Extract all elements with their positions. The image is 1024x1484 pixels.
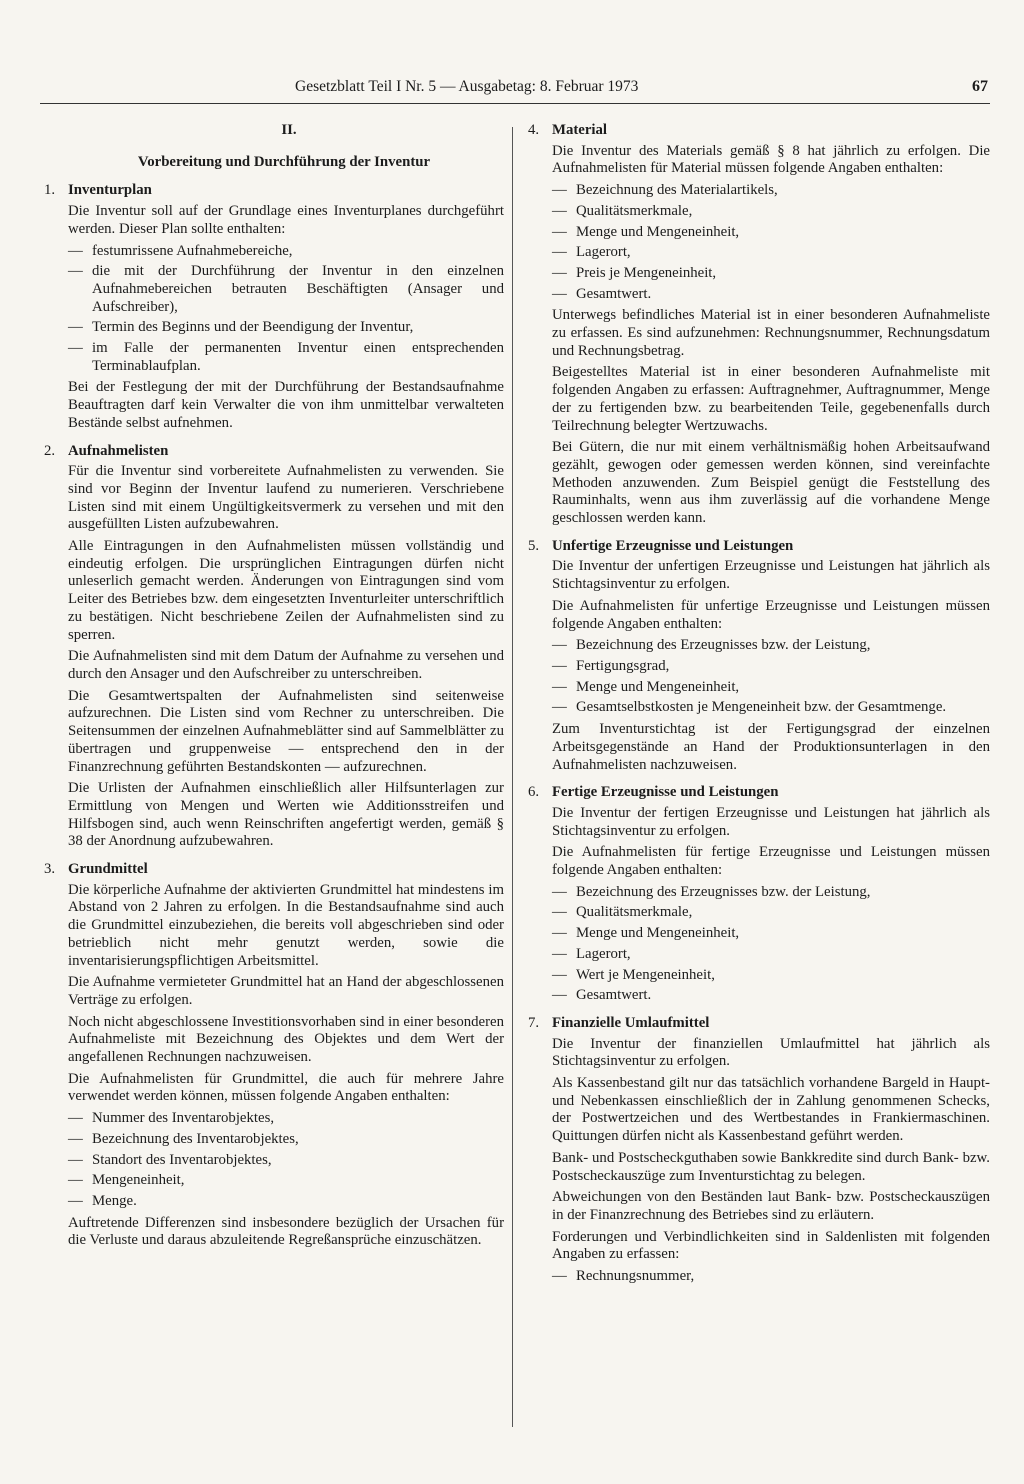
list-item: — Preis je Mengeneinheit, <box>552 265 990 283</box>
paragraph: Die Aufnahme vermieteter Grundmittel hat an Hand der abgeschlossenen Verträge zu erfolgen. <box>68 974 504 1008</box>
list-item: — Bezeichnung des Inventarobjektes, <box>68 1131 504 1149</box>
section-body <box>528 805 990 1005</box>
section-heading <box>44 182 504 200</box>
list-item: — Bezeichnung des Materialartikels, <box>552 182 990 200</box>
list-item: — Wert je Mengeneinheit, <box>552 967 990 985</box>
list-item: — Qualitätsmerkmale, <box>552 203 990 221</box>
paragraph: Forderungen und Verbindlichkeiten sind in Saldenlisten mit folgenden Angaben zu erfassen: <box>552 1228 990 1263</box>
list-item: — Termin des Beginns und der Beendigung der Inventur, <box>68 319 504 337</box>
paragraph: Auftretende Differenzen sind insbesondere bezüglich der Ursachen für die Verluste und daraus abzuleitende Regreßansprüche einzuschätzen. <box>68 1214 504 1249</box>
list-item: — Menge und Mengeneinheit, <box>552 224 990 242</box>
list-item: — Standort des Inventarobjektes, <box>68 1152 504 1170</box>
section-heading <box>528 784 990 802</box>
list-item: — Bezeichnung des Erzeugnisses bzw. der Leistung, <box>552 637 990 655</box>
list-item: — Lagerort, <box>552 244 990 262</box>
left-column <box>44 122 504 1260</box>
paragraph: Die Aufnahmelisten für fertige Erzeugnisse und Leistungen müssen folgende Angaben enthalten: <box>552 844 990 879</box>
paragraph: Beigestelltes Material ist in einer besonderen Aufnahmeliste mit folgenden Angaben zu erfassen: Auftragnehmer, Auftragnummer, Menge der zu fertigenden bzw. zu bearbeitenden Teile, gegebenenfalls durch Teilrechnung belegter Wertzuwachs. <box>552 364 990 434</box>
section-number: 5. <box>528 537 540 554</box>
paragraph: Bank- und Postscheckguthaben sowie Bankkredite sind durch Bank- bzw. Postscheckauszüge zum Inventurstichtag zu belegen. <box>552 1149 990 1184</box>
section-title: Finanzielle Umlaufmittel <box>552 1014 710 1031</box>
paragraph: Die Urlisten der Aufnahmen einschließlich aller Hilfsunterlagen zur Ermittlung von Mengen und Werten wie Additionsstreifen und Hilfsbogen sind, auch wenn Reinschriften angefertigt werden, gemäß § 38 der Anordnung aufzubewahren. <box>68 780 504 850</box>
paragraph: Die Gesamtwertspalten der Aufnahmelisten sind seitenweise aufzurechnen. Die Listen sind vom Rechner zu unterschreiben. Die Seitensummen der einzelnen Aufnahmeblätter sind auf Sammelblätter zu übertragen und gruppenweise — entsprechend den in der Finanzrechnung geführten Bestandskonten — aufzurechnen. <box>68 687 504 775</box>
section-heading <box>528 538 990 556</box>
section-heading <box>44 443 504 461</box>
list-item: — Qualitätsmerkmale, <box>552 904 990 922</box>
paragraph: Die Aufnahmelisten sind mit dem Datum der Aufnahme zu versehen und durch den Ansager und den Aufschreiber zu unterschreiben. <box>68 648 504 682</box>
section <box>528 1015 990 1286</box>
section <box>44 182 504 432</box>
section-title: Aufnahmelisten <box>68 442 169 459</box>
section-heading <box>528 122 990 140</box>
list-item: — Gesamtselbstkosten je Mengeneinheit bzw. der Gesamtmenge. <box>552 699 990 717</box>
paragraph: Die körperliche Aufnahme der aktivierten Grundmittel hat mindestens im Abstand von 2 Jahren zu erfolgen. In die Bestandsaufnahme sind auch die Grundmittel einzubeziehen, die bereits voll abgeschrieben sind oder betrieblich nicht mehr genutzt werden, sowie die inventarisierungspflichtigen Arbeitsmittel. <box>68 881 504 969</box>
header-rule <box>40 103 990 104</box>
paragraph: Bei Gütern, die nur mit einem verhältnismäßig hohen Arbeitsaufwand gezählt, gewogen oder gemessen werden können, sind vereinfachte Methoden anzuwenden. Zum Beispiel genügt die Feststellung des Rauminhalts, wenn aus ihm zuverlässig auf die vorhandene Menge geschlossen werden kann. <box>552 439 990 527</box>
paragraph: Abweichungen von den Beständen laut Bank- bzw. Postscheckauszügen in der Finanzrechnung des Betriebes sind zu erläutern. <box>552 1189 990 1223</box>
list-item: — Bezeichnung des Erzeugnisses bzw. der Leistung, <box>552 884 990 902</box>
part-number: II. <box>281 122 297 138</box>
list-item: — Menge und Mengeneinheit, <box>552 679 990 697</box>
paragraph: Die Inventur der unfertigen Erzeugnisse und Leistungen hat jährlich als Stichtagsinventur zu erfolgen. <box>552 558 990 593</box>
section-heading <box>44 861 504 879</box>
paragraph: Die Inventur der fertigen Erzeugnisse und Leistungen hat jährlich als Stichtagsinventur zu erfolgen. <box>552 804 990 839</box>
list-item: — Lagerort, <box>552 946 990 964</box>
list-item: — im Falle der permanenten Inventur einen entsprechenden Terminablaufplan. <box>68 340 504 375</box>
section-number: 7. <box>528 1014 540 1031</box>
list-item: — Nummer des Inventarobjektes, <box>68 1110 504 1128</box>
paragraph: Noch nicht abgeschlossene Investitionsvorhaben sind in einer besonderen Aufnahmeliste mit Bezeichnung des Objektes und dem Wert der angefallenen Rechnungen nachzuweisen. <box>68 1013 504 1066</box>
dash-list <box>552 1268 990 1286</box>
section <box>44 443 504 851</box>
section-number: 3. <box>44 861 56 878</box>
section-body <box>44 203 504 432</box>
section-title: Unfertige Erzeugnisse und Leistungen <box>552 537 794 554</box>
page-header <box>48 78 988 100</box>
list-item: — Gesamtwert. <box>552 286 990 304</box>
section-number: 4. <box>528 122 540 138</box>
paragraph: Alle Eintragungen in den Aufnahmelisten müssen vollständig und eindeutig erfolgen. Die ursprünglichen Eintragungen dürfen nicht unleserlich gemacht werden. Änderungen von Eintragungen sind vom Leiter des Betriebes bzw. dem eingesetzten Inventurleiter unterschriftlich zu bestätigen. Nicht beschriebene Zeilen der Aufnahmelisten sind zu sperren. <box>68 538 504 643</box>
section-title: Fertige Erzeugnisse und Leistungen <box>552 784 779 801</box>
dash-list <box>552 637 990 717</box>
paragraph: Die Inventur soll auf der Grundlage eines Inventurplanes durchgeführt werden. Dieser Plan sollte enthalten: <box>68 203 504 237</box>
paragraph: Die Aufnahmelisten für Grundmittel, die auch für mehrere Jahre verwendet werden können, müssen folgende Angaben enthalten: <box>68 1070 504 1105</box>
list-item: — Menge und Mengeneinheit, <box>552 925 990 943</box>
page-number: 67 <box>972 78 988 95</box>
section-body <box>44 882 504 1250</box>
section <box>528 784 990 1005</box>
section-number: 6. <box>528 784 540 801</box>
part-title: Vorbereitung und Durchführung der Inventur <box>137 153 431 170</box>
list-item: — Fertigungsgrad, <box>552 658 990 676</box>
section-number: 1. <box>44 182 56 199</box>
dash-list <box>68 1110 504 1211</box>
section-number: 2. <box>44 442 56 459</box>
section-body <box>44 463 504 851</box>
right-column <box>528 122 990 1296</box>
column-divider <box>512 127 513 1427</box>
section-body <box>528 1036 990 1286</box>
paragraph: Für die Inventur sind vorbereitete Aufnahmelisten zu verwenden. Sie sind vor Beginn der Inventur laufend zu numerieren. Verschriebene Listen sind mit einem Ungültigkeitsvermerk zu versehen und mit den ausgefüllten Listen aufzubewahren. <box>68 463 504 533</box>
section-body <box>528 143 990 528</box>
section-title: Grundmittel <box>68 861 148 878</box>
paragraph: Als Kassenbestand gilt nur das tatsächlich vorhandene Bargeld in Haupt- und Nebenkassen einschließlich der in Zahlung genommenen Schecks, der Postwertzeichen und des Wertbestandes in Frankiermaschinen. Quittungen dürfen nicht als Kassenbestand geführt werden. <box>552 1075 990 1145</box>
header-title: Gesetzblatt Teil I Nr. 5 — Ausgabetag: 8. Februar 1973 <box>295 78 639 95</box>
list-item: — Gesamtwert. <box>552 987 990 1005</box>
section <box>528 538 990 774</box>
section-body <box>528 558 990 774</box>
dash-list <box>552 182 990 303</box>
paragraph: Bei der Festlegung der mit der Durchführung der Bestandsaufnahme Beauftragten darf kein Verwalter die von ihm unmittelbar verwalteten Bestände selbst aufnehmen. <box>68 379 504 431</box>
paragraph: Die Aufnahmelisten für unfertige Erzeugnisse und Leistungen müssen folgende Angaben enthalten: <box>552 597 990 632</box>
list-item: — Mengeneinheit, <box>68 1172 504 1190</box>
paragraph: Zum Inventurstichtag ist der Fertigungsgrad der einzelnen Arbeitsgegenstände an Hand der Produktionsunterlagen in den Aufnahmelisten nachzuweisen. <box>552 721 990 773</box>
list-item: — die mit der Durchführung der Inventur in den einzelnen Aufnahmebereichen betrauten Beschäftigten (Ansager und Aufschreiber), <box>68 263 504 316</box>
list-item: — Menge. <box>68 1193 504 1211</box>
dash-list <box>68 243 504 376</box>
paragraph: Unterwegs befindliches Material ist in einer besonderen Aufnahmeliste zu erfassen. Es sind aufzunehmen: Rechnungsnummer, Rechnungsdatum und Rechnungsbetrag. <box>552 307 990 359</box>
section-title: Material <box>552 122 608 138</box>
section <box>528 122 990 528</box>
list-item: — Rechnungsnummer, <box>552 1268 990 1286</box>
dash-list <box>552 884 990 1005</box>
list-item: — festumrissene Aufnahmebereiche, <box>68 243 504 261</box>
paragraph: Die Inventur des Materials gemäß § 8 hat jährlich zu erfolgen. Die Aufnahmelisten für Material müssen folgende Angaben enthalten: <box>552 142 990 177</box>
section-heading <box>528 1015 990 1033</box>
section-title: Inventurplan <box>68 182 152 199</box>
section <box>44 861 504 1250</box>
paragraph: Die Inventur der finanziellen Umlaufmittel hat jährlich als Stichtagsinventur zu erfolgen. <box>552 1035 990 1070</box>
